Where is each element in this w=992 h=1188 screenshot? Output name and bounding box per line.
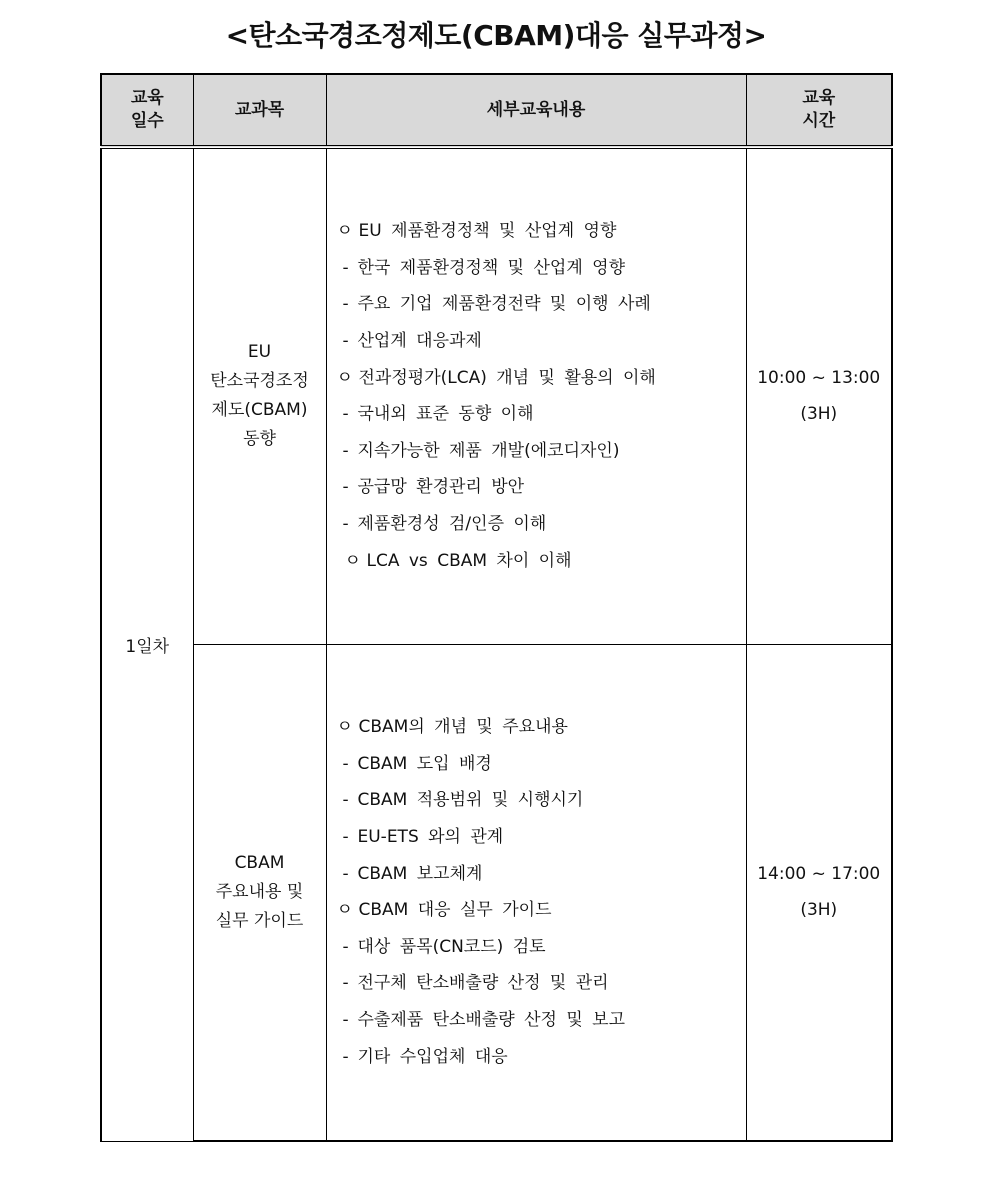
subject-title [216, 849, 304, 936]
subject-cell [193, 147, 326, 644]
dash-bullet-icon: - [342, 790, 349, 811]
item-text: 전과정평가(LCA) 개념 및 활용의 이해 [358, 367, 656, 388]
subject-title [210, 338, 309, 454]
item-text: 전구체 탄소배출량 산정 및 관리 [357, 973, 609, 994]
item-text: 한국 제품환경정책 및 산업계 영향 [357, 257, 626, 278]
list-item [337, 892, 746, 929]
dash-bullet-icon: - [342, 936, 349, 957]
list-item [337, 819, 746, 856]
table-row [101, 147, 892, 644]
item-text: CBAM 대응 실무 가이드 [358, 900, 552, 921]
subject-line: 탄소국경조정 [210, 371, 309, 392]
dash-bullet-icon: - [342, 514, 349, 535]
dash-bullet-icon: - [342, 753, 349, 774]
item-text: 수출제품 탄소배출량 산정 및 보고 [357, 1010, 626, 1031]
circle-bullet-icon: ㅇ [336, 717, 353, 738]
subject-cell [193, 644, 326, 1141]
page-title: <탄소국경조정제도(CBAM)대응 실무과정> [225, 19, 767, 52]
dash-bullet-icon: - [342, 440, 349, 461]
course-schedule-table [100, 73, 893, 1142]
duration: (3H) [800, 404, 838, 425]
details-list [337, 709, 746, 1075]
dash-bullet-icon: - [342, 1010, 349, 1031]
item-text: 공급망 환경관리 방안 [357, 477, 525, 498]
list-item [337, 929, 746, 966]
subject-line: 주요내용 및 [215, 881, 304, 902]
item-text: 국내외 표준 동향 이해 [357, 404, 534, 425]
table-row [101, 644, 892, 1141]
list-item [337, 213, 746, 250]
item-text: 주요 기업 제품환경전략 및 이행 사례 [357, 294, 651, 315]
item-text: EU-ETS 와의 관계 [357, 827, 504, 848]
list-item [337, 286, 746, 323]
item-text: EU 제품환경정책 및 산업계 영향 [358, 221, 617, 242]
time-range: 10:00 ~ 13:00 [757, 368, 881, 389]
header-hours [746, 74, 892, 147]
circle-bullet-icon: ㅇ [336, 367, 353, 388]
dash-bullet-icon: - [342, 827, 349, 848]
list-item [337, 856, 746, 893]
list-item [337, 469, 746, 506]
subject-line: 실무 가이드 [215, 910, 304, 931]
list-item [337, 396, 746, 433]
dash-bullet-icon: - [342, 404, 349, 425]
time-range: 14:00 ~ 17:00 [757, 864, 881, 885]
duration: (3H) [800, 900, 838, 921]
header-days-line-1: 교육 [130, 88, 164, 108]
subject-line: EU [247, 342, 272, 363]
time-cell [746, 644, 892, 1141]
header-days-line-2: 일수 [130, 111, 164, 131]
list-item [337, 360, 746, 397]
subject-line: 제도(CBAM) [211, 400, 308, 421]
item-text: CBAM의 개념 및 주요내용 [358, 717, 568, 738]
item-text: 대상 품목(CN코드) 검토 [357, 936, 546, 957]
dash-bullet-icon: - [342, 863, 349, 884]
dash-bullet-icon: - [342, 331, 349, 352]
item-text: 제품환경성 검/인증 이해 [357, 514, 547, 535]
day-label: 1일차 [125, 637, 170, 658]
header-details: 세부교육내용 [326, 74, 746, 147]
header-hours-line-1: 교육 [802, 88, 836, 108]
table-header-row [101, 74, 892, 147]
circle-bullet-icon: ㅇ [344, 550, 361, 571]
item-text: CBAM 보고체계 [357, 863, 483, 884]
item-text: LCA vs CBAM 차이 이해 [366, 550, 572, 571]
list-item [337, 506, 746, 543]
details-cell [326, 644, 746, 1141]
item-text: 지속가능한 제품 개발(에코디자인) [357, 440, 620, 461]
list-item [337, 1002, 746, 1039]
list-item [337, 746, 746, 783]
day-cell [101, 147, 193, 1141]
circle-bullet-icon: ㅇ [336, 900, 353, 921]
list-item [337, 250, 746, 287]
dash-bullet-icon: - [342, 973, 349, 994]
subject-line: CBAM [234, 852, 285, 873]
list-item [337, 323, 746, 360]
list-item [337, 965, 746, 1002]
details-cell [326, 147, 746, 644]
list-item [337, 709, 746, 746]
item-text: CBAM 적용범위 및 시행시기 [357, 790, 584, 811]
item-text: CBAM 도입 배경 [357, 753, 492, 774]
header-subject: 교과목 [193, 74, 326, 147]
dash-bullet-icon: - [342, 1046, 349, 1067]
list-item [337, 782, 746, 819]
time-cell [746, 147, 892, 644]
dash-bullet-icon: - [342, 477, 349, 498]
subject-line: 동향 [243, 429, 276, 450]
list-item [337, 1039, 746, 1076]
header-days [101, 74, 193, 147]
item-text: 산업계 대응과제 [357, 331, 482, 352]
dash-bullet-icon: - [342, 294, 349, 315]
circle-bullet-icon: ㅇ [336, 221, 353, 242]
header-hours-line-2: 시간 [802, 111, 836, 131]
item-text: 기타 수입업체 대응 [357, 1046, 508, 1067]
list-item [337, 433, 746, 470]
list-item [337, 543, 746, 580]
dash-bullet-icon: - [342, 257, 349, 278]
details-list [337, 213, 746, 579]
